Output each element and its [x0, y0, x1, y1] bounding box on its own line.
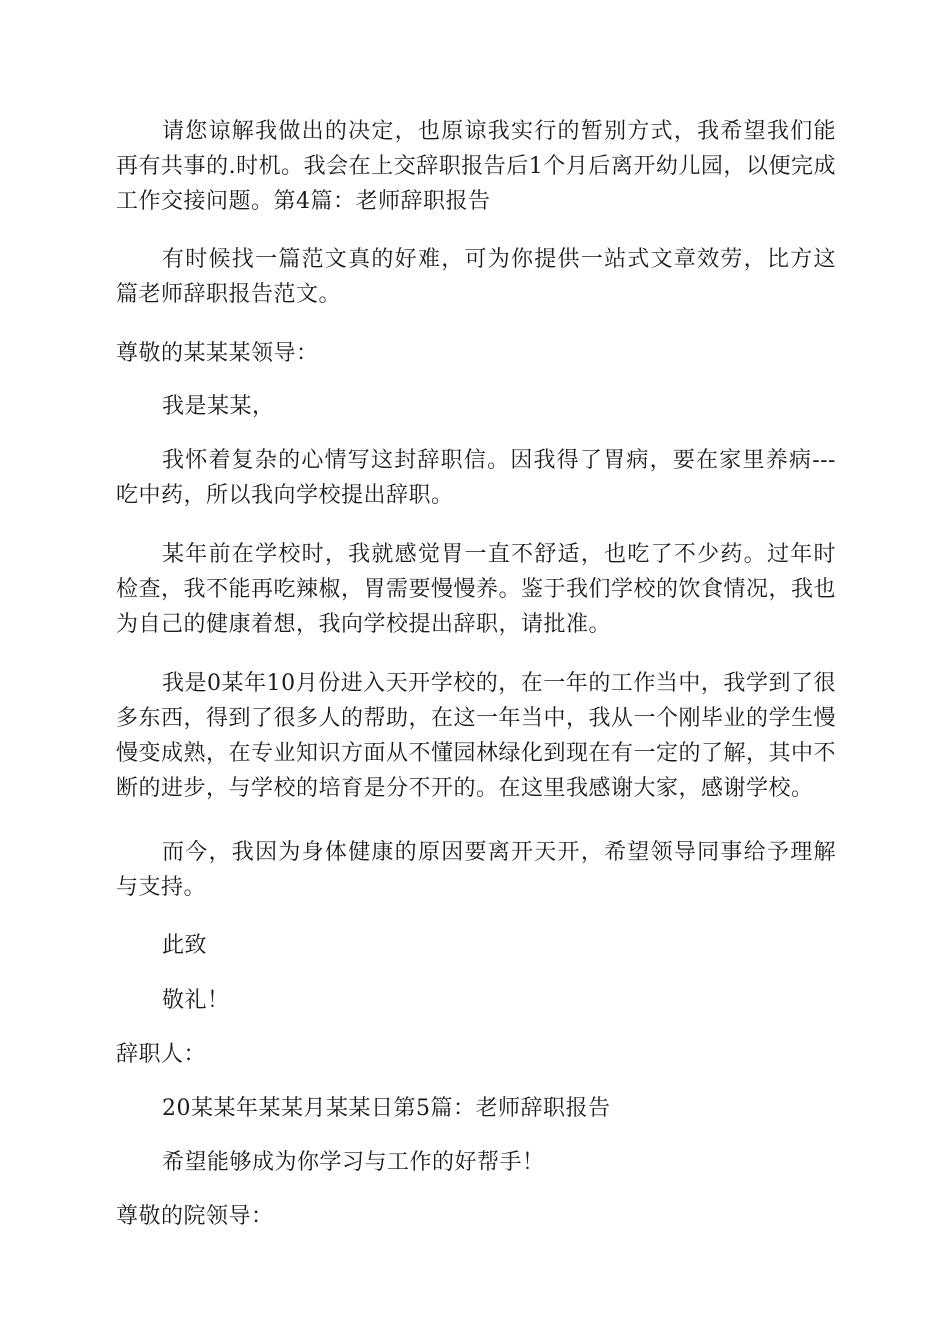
paragraph-helper: 希望能够成为你学习与工作的好帮手！ [162, 1150, 545, 1175]
paragraph-support: 而今，我因为身体健康的原因要离开天开，希望领导同事给予理解与支持。 [116, 840, 836, 900]
paragraph-date-heading: 20某某年某某月某某日第5篇：老师辞职报告 [162, 1096, 611, 1121]
paragraph-intro: 有时候找一篇范文真的好难，可为你提供一站式文章效劳，比方这篇老师辞职报告范文。 [116, 247, 836, 307]
salutation-institute: 尊敬的院领导： [116, 1204, 274, 1229]
paragraph-farewell: 请您谅解我做出的决定，也原谅我实行的暂别方式，我希望我们能再有共事的.时机。我会在上交辞职报告后1个月后离开幼儿园，以便完成工作交接问题。第4篇：老师辞职报告 [116, 119, 836, 214]
paragraph-reason: 我怀着复杂的心情写这封辞职信。因我得了胃病，要在家里养病---吃中药，所以我向学校提出辞职。 [116, 448, 836, 508]
signature-label: 辞职人： [116, 1042, 207, 1067]
paragraph-self-intro: 我是某某， [162, 394, 275, 419]
closing-jingli: 敬礼！ [162, 988, 230, 1013]
paragraph-experience: 我是0某年10月份进入天开学校的，在一年的工作当中，我学到了很多东西，得到了很多人的帮助，在这一年当中，我从一个刚毕业的学生慢慢变成熟，在专业知识方面从不懂园林绿化到现在有一定的了解，其中不断的进步，与学校的培育是分不开的。在这里我感谢大家，感谢学校。 [116, 671, 837, 801]
closing-cizhi: 此致 [162, 933, 208, 958]
paragraph-health: 某年前在学校时，我就感觉胃一直不舒适，也吃了不少药。过年时检查，我不能再吃辣椒，胃需要慢慢养。鉴于我们学校的饮食情况，我也为自己的健康着想，我向学校提出辞职，请批准。 [116, 542, 837, 637]
salutation-leader: 尊敬的某某某领导： [116, 341, 319, 366]
